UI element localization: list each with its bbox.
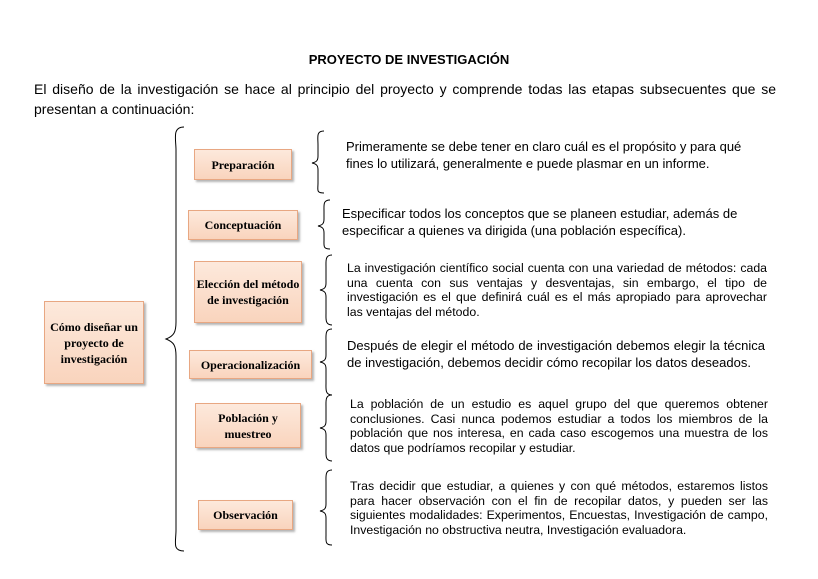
stage-label: Preparación bbox=[211, 157, 275, 172]
stage-label: Población y muestreo bbox=[218, 410, 278, 441]
stage-description-preparacion: Primeramente se debe tener en claro cuál es el propósito y para qué fines lo utilizará, generalmente e puede plasmar en un informe. bbox=[346, 139, 742, 171]
stage-description-observacion: Tras decidir que estudiar, a quienes y con qué métodos, estaremos listos para hacer observación con el fin de recopilar datos, y pueden ser las siguientes modalidades: Experimentos, Encuestas, Investigación de campo, Investigación no obstructiva neutra, Investigación evaluadora. bbox=[350, 479, 768, 537]
stage-label: Observación bbox=[213, 508, 278, 522]
stage-box-observacion bbox=[198, 500, 293, 530]
stage-brace-conceptuacion bbox=[318, 200, 330, 249]
stage-box-operacionalizacion bbox=[189, 350, 312, 379]
main-brace bbox=[166, 127, 184, 551]
stage-description-eleccion-metodo: La investigación científico social cuenta con una variedad de métodos: cada una cuenta con sus ventajas y desventajas, sin embargo, el tipo de investigación es el que definirá cuál es el más apropiado para aprovechar las ventajas del método. bbox=[347, 261, 767, 319]
stage-brace-preparacion bbox=[312, 131, 324, 193]
stage-box-poblacion-muestreo bbox=[195, 403, 301, 448]
stage-box-eleccion-metodo bbox=[194, 261, 302, 323]
stage-description-operacionalizacion: Después de elegir el método de investigación debemos elegir la técnica de investigación, debemos decidir cómo recopilar los datos deseados. bbox=[347, 338, 765, 370]
root-concept-label: Cómo diseñar un proyecto de investigación bbox=[50, 319, 138, 366]
stage-brace-poblacion bbox=[320, 395, 332, 461]
stage-box-conceptuacion bbox=[188, 210, 298, 240]
stage-description-conceptuacion: Especificar todos los conceptos que se planeen estudiar, además de especificar a quienes va dirigida (una población específica). bbox=[342, 206, 738, 238]
stage-brace-observacion bbox=[320, 470, 332, 545]
stage-label: Operacionalización bbox=[200, 357, 301, 372]
stage-description-poblacion-muestreo: La población de un estudio es aquel grupo del que queremos obtener conclusiones. Casi nunca podemos estudiar a todos los miembros de la población que nos interesa, en cada caso escogemos una muestra de los datos que podríamos recopilar y estudiar. bbox=[350, 397, 768, 455]
page-title: PROYECTO DE INVESTIGACIÓN bbox=[308, 52, 510, 67]
intro-paragraph: El diseño de la investigación se hace al principio del proyecto y comprende todas las etapas subsecuentes que se presentan a continuación: bbox=[34, 81, 776, 117]
stage-label: Elección del método de investigación bbox=[196, 277, 300, 307]
stage-brace-operacionalizacion bbox=[320, 329, 332, 395]
stage-label: Conceptuación bbox=[204, 218, 282, 232]
stage-box-preparacion bbox=[194, 149, 292, 180]
root-concept-box bbox=[44, 301, 144, 384]
stage-brace-eleccion bbox=[320, 255, 332, 325]
